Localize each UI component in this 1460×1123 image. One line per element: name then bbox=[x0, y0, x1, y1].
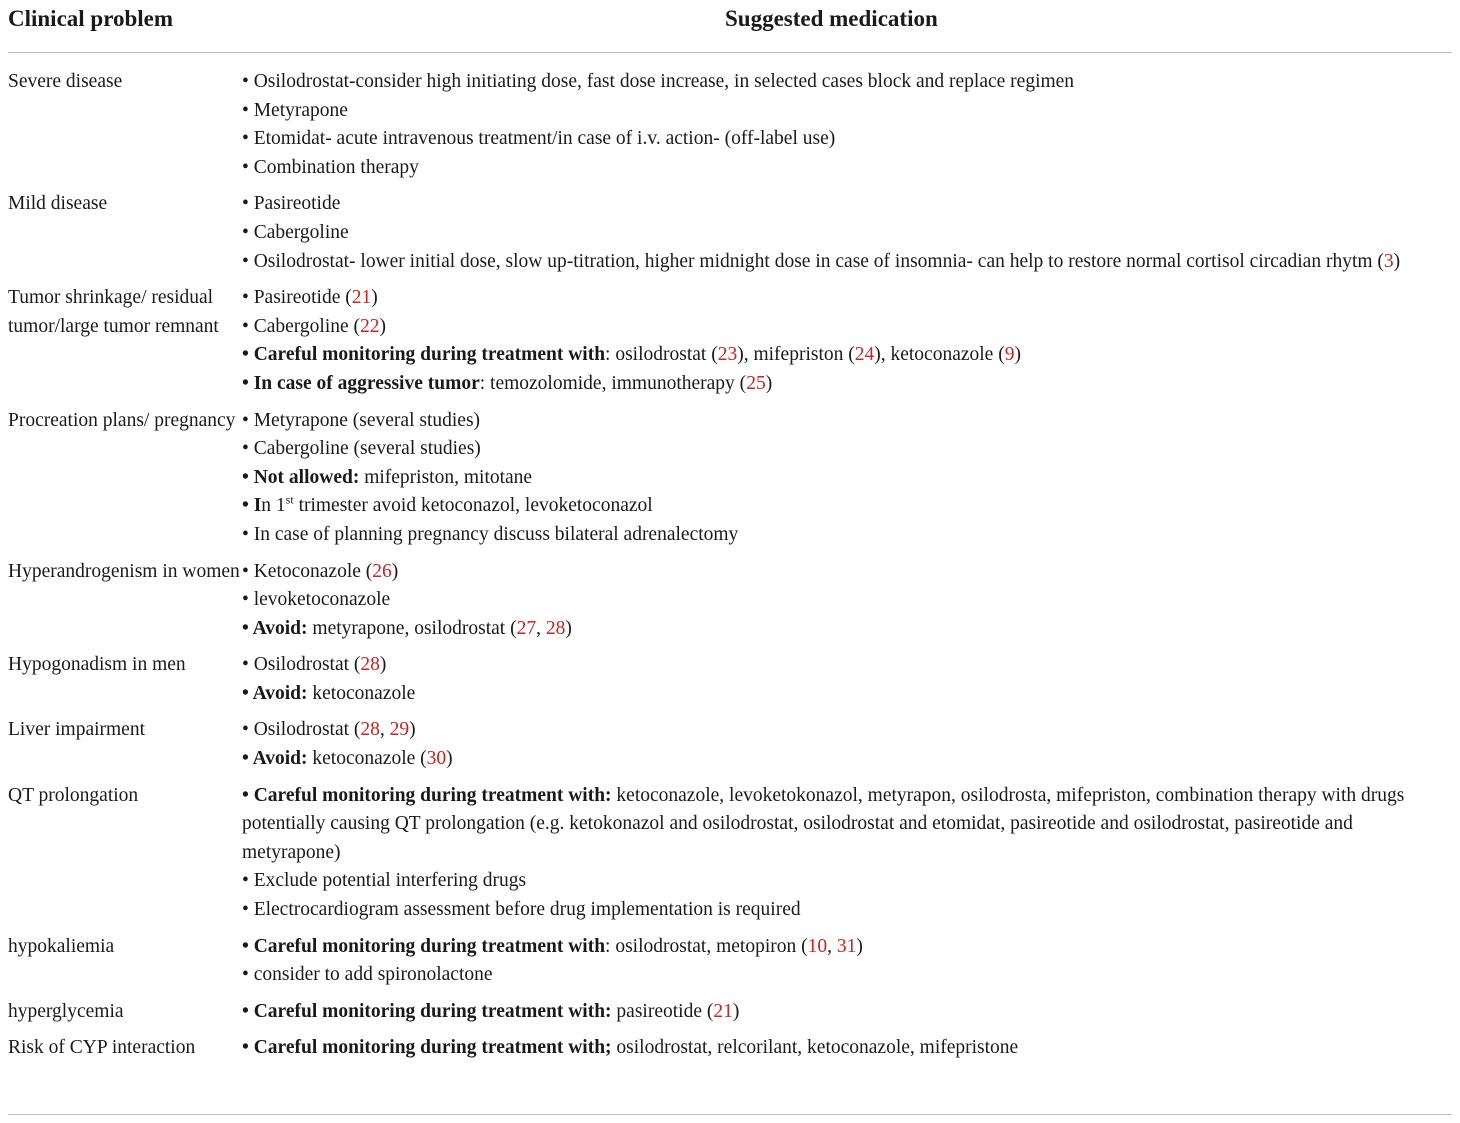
row-medications bbox=[242, 651, 1452, 716]
list-item bbox=[242, 370, 1452, 399]
item-text: ) bbox=[1014, 344, 1021, 366]
reference-link[interactable]: 21 bbox=[713, 1000, 733, 1022]
row-medications bbox=[242, 190, 1452, 284]
item-text: osilodrostat, relcorilant, ketoconazole, mifepristone bbox=[611, 1037, 1019, 1059]
list-item: • Electrocardiogram assessment before drug implementation is required bbox=[242, 899, 801, 921]
list-item bbox=[242, 284, 1452, 313]
item-text: • Osilodrostat ( bbox=[242, 719, 361, 741]
table-row bbox=[8, 1034, 1452, 1071]
row-problem: Hyperandrogenism in women bbox=[8, 560, 240, 582]
list-item: • Cabergoline bbox=[242, 221, 349, 243]
list-item bbox=[242, 782, 1452, 868]
list-item bbox=[242, 651, 1452, 680]
reference-link[interactable]: 29 bbox=[389, 719, 410, 741]
list-item: • Exclude potential interfering drugs bbox=[242, 870, 527, 892]
item-text: , bbox=[536, 617, 546, 639]
reference-link[interactable]: 9 bbox=[1004, 344, 1015, 366]
table-row bbox=[8, 558, 1452, 652]
bold-lead: • I bbox=[242, 495, 262, 517]
list-item bbox=[242, 680, 1452, 709]
row-problem: Hypogonadism in men bbox=[8, 654, 186, 676]
list-item: • levoketoconazole bbox=[242, 589, 391, 611]
row-problem: hypokaliemia bbox=[8, 935, 115, 957]
row-problem: Mild disease bbox=[8, 193, 108, 215]
list-item bbox=[242, 933, 1452, 962]
item-text: : osilodrostat ( bbox=[605, 344, 718, 366]
list-item bbox=[242, 615, 1452, 644]
list-item: • Metyrapone bbox=[242, 99, 348, 121]
item-text: • Pasireotide ( bbox=[242, 287, 352, 309]
table-row bbox=[8, 407, 1452, 558]
item-text: pasireotide ( bbox=[611, 1000, 714, 1022]
list-item bbox=[242, 313, 1452, 342]
item-text: trimester avoid ketoconazol, levoketoconazol bbox=[293, 495, 653, 517]
item-text: • Cabergoline ( bbox=[242, 315, 361, 337]
list-item bbox=[242, 492, 1452, 521]
row-problem: Risk of CYP interaction bbox=[8, 1037, 196, 1059]
top-divider bbox=[8, 52, 1452, 53]
list-item bbox=[242, 998, 1452, 1027]
header-suggested-medication: Suggested medication bbox=[725, 6, 938, 31]
item-text: n 1 bbox=[261, 495, 286, 517]
bold-lead: • Careful monitoring during treatment with: bbox=[242, 784, 612, 806]
item-text: ) bbox=[1393, 250, 1401, 272]
reference-link[interactable]: 23 bbox=[717, 344, 738, 366]
bottom-divider bbox=[8, 1114, 1452, 1115]
table-row bbox=[8, 284, 1452, 406]
list-item bbox=[242, 248, 1452, 277]
row-problem: Severe disease bbox=[8, 71, 123, 92]
row-problem: Liver impairment bbox=[8, 719, 145, 741]
list-item: • Osilodrostat-consider high initiating dose, fast dose increase, in selected cases block and replace regimen bbox=[242, 71, 1075, 92]
list-item bbox=[242, 745, 1452, 774]
reference-link[interactable]: 24 bbox=[854, 344, 875, 366]
reference-link[interactable]: 22 bbox=[360, 315, 380, 337]
item-text: , bbox=[379, 719, 390, 741]
reference-link[interactable]: 28 bbox=[360, 654, 380, 676]
bold-lead: • Careful monitoring during treatment with bbox=[242, 344, 606, 366]
item-text: ketoconazole ( bbox=[307, 748, 427, 770]
item-text: • Ketoconazole ( bbox=[242, 560, 373, 582]
medication-table bbox=[8, 68, 1452, 1071]
row-medications bbox=[242, 1034, 1452, 1071]
row-medications bbox=[242, 998, 1452, 1035]
item-text: ) bbox=[446, 748, 453, 770]
item-text: ) bbox=[765, 372, 773, 394]
bold-lead: • In case of aggressive tumor bbox=[242, 372, 480, 394]
row-problem: hyperglycemia bbox=[8, 1000, 124, 1022]
list-item: • Combination therapy bbox=[242, 156, 419, 178]
reference-link[interactable]: 3 bbox=[1383, 250, 1394, 272]
list-item: • Metyrapone (several studies) bbox=[242, 409, 481, 431]
reference-link[interactable]: 26 bbox=[372, 560, 392, 582]
list-item bbox=[242, 464, 1452, 493]
item-text: ) bbox=[379, 315, 387, 337]
row-medications bbox=[242, 558, 1452, 652]
item-text: mifepriston, mitotane bbox=[359, 466, 533, 488]
item-text: ) bbox=[732, 1000, 740, 1022]
bold-lead: • Careful monitoring during treatment with; bbox=[242, 1037, 612, 1059]
list-item: • In case of planning pregnancy discuss bilateral adrenalectomy bbox=[242, 523, 739, 545]
table-row bbox=[8, 651, 1452, 716]
table-row bbox=[8, 782, 1452, 933]
item-text: ) bbox=[371, 287, 378, 309]
item-text: , bbox=[827, 935, 837, 957]
bold-lead: • Not allowed: bbox=[242, 466, 360, 488]
item-text: • Osilodrostat- lower initial dose, slow up-titration, higher midnight dose in case of insomnia- can help to restore normal cortisol circadian rhytm ( bbox=[242, 250, 1384, 272]
row-medications bbox=[242, 68, 1452, 190]
item-text: ) bbox=[856, 935, 863, 957]
superscript: st bbox=[285, 492, 294, 507]
item-text: : temozolomide, immunotherapy ( bbox=[479, 372, 747, 394]
list-item: • consider to add spironolactone bbox=[242, 964, 493, 986]
list-item: • Pasireotide bbox=[242, 193, 341, 215]
table-row bbox=[8, 190, 1452, 284]
item-text: ) bbox=[379, 654, 387, 676]
row-problem: Tumor shrinkage/ residual tumor/large tumor remnant bbox=[8, 287, 219, 337]
list-item: • Cabergoline (several studies) bbox=[242, 438, 481, 460]
row-medications bbox=[242, 716, 1452, 781]
bold-lead: • Avoid: bbox=[242, 682, 308, 704]
row-medications bbox=[242, 284, 1452, 406]
bold-lead: • Careful monitoring during treatment with bbox=[242, 935, 606, 957]
reference-link[interactable]: 30 bbox=[426, 748, 447, 770]
row-problem: Procreation plans/ pregnancy bbox=[8, 409, 236, 431]
table-row bbox=[8, 68, 1452, 190]
table-row bbox=[8, 933, 1452, 998]
list-item bbox=[242, 558, 1452, 587]
row-medications bbox=[242, 933, 1452, 998]
reference-link[interactable]: 21 bbox=[351, 287, 372, 309]
list-item bbox=[242, 716, 1452, 745]
bold-lead: • Avoid: bbox=[242, 617, 308, 639]
item-text: ), ketoconazole ( bbox=[874, 344, 1005, 366]
item-text: ) bbox=[391, 560, 399, 582]
row-problem: QT prolongation bbox=[8, 784, 139, 806]
reference-link[interactable]: 10 bbox=[807, 935, 828, 957]
row-medications bbox=[242, 782, 1452, 933]
bold-lead: • Avoid: bbox=[242, 748, 308, 770]
item-text: ), mifepriston ( bbox=[737, 344, 855, 366]
header-clinical-problem: Clinical problem bbox=[8, 6, 174, 31]
row-medications bbox=[242, 407, 1452, 558]
list-item bbox=[242, 341, 1452, 370]
reference-link[interactable]: 28 bbox=[360, 719, 380, 741]
item-text: metyrapone, osilodrostat ( bbox=[307, 617, 517, 639]
item-text: ) bbox=[409, 719, 416, 741]
table-row bbox=[8, 716, 1452, 781]
item-text: : osilodrostat, metopiron ( bbox=[605, 935, 808, 957]
reference-link[interactable]: 25 bbox=[746, 372, 766, 394]
reference-link[interactable]: 31 bbox=[836, 935, 857, 957]
list-item: • Etomidat- acute intravenous treatment/in case of i.v. action- (off-label use) bbox=[242, 128, 836, 150]
table-row bbox=[8, 998, 1452, 1035]
reference-link[interactable]: 27 bbox=[516, 617, 537, 639]
list-item bbox=[242, 1034, 1452, 1063]
item-text: • Osilodrostat ( bbox=[242, 654, 361, 676]
reference-link[interactable]: 28 bbox=[545, 617, 566, 639]
item-text: ketoconazole bbox=[307, 682, 416, 704]
item-text: ketoconazole, levoketokonazol, metyrapon, osilodrosta, mifepriston, combination therapy with drugs potentially causing QT prolongation (e.g. ketokonazol and osilodrostat, osilodrostat and etomidat, pasireotide and osilodrostat, pasireotide and metyrapone) bbox=[242, 784, 1405, 863]
item-text: ) bbox=[565, 617, 572, 639]
bold-lead: • Careful monitoring during treatment with: bbox=[242, 1000, 612, 1022]
